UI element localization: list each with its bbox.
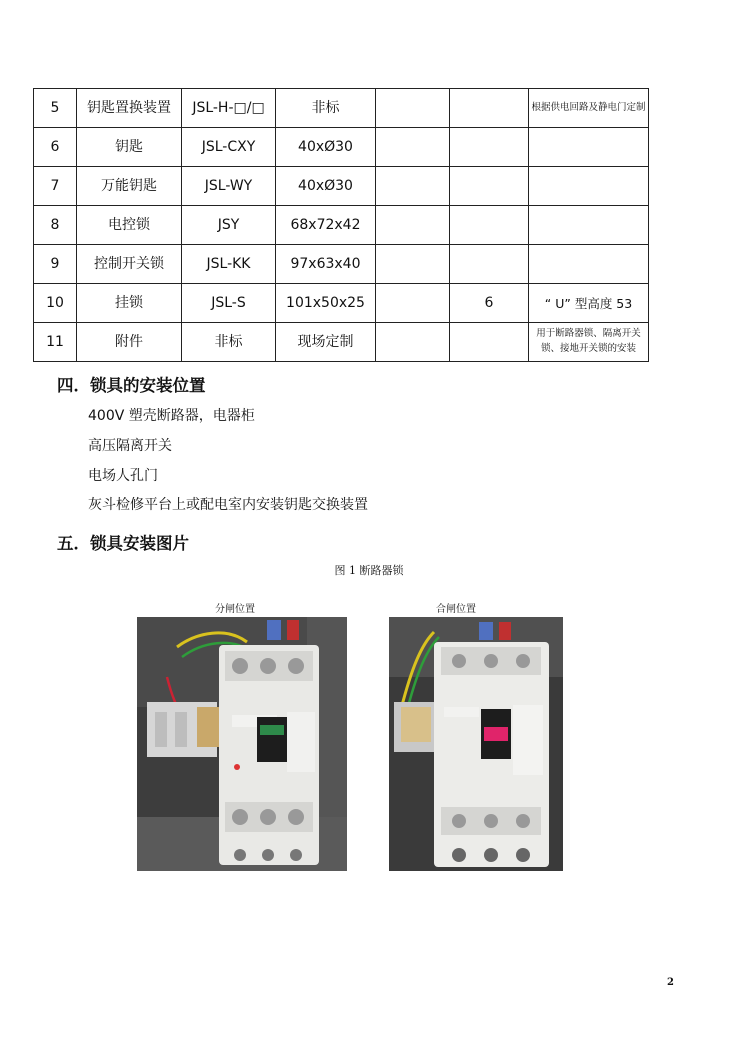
row-col5 [376, 89, 450, 128]
row-model: JSL-WY [182, 167, 276, 206]
row-model: 非标 [182, 323, 276, 362]
row-size: 101x50x25 [276, 284, 376, 323]
install-location-item: 400V 塑壳断路器，电器柜 [88, 408, 255, 424]
row-size: 40xØ30 [276, 167, 376, 206]
row-no: 5 [34, 89, 77, 128]
row-no: 11 [34, 323, 77, 362]
row-col6 [450, 323, 529, 362]
row-model: JSL-S [182, 284, 276, 323]
row-col5 [376, 128, 450, 167]
row-name: 附件 [77, 323, 182, 362]
row-col6 [450, 206, 529, 245]
row-col6 [450, 89, 529, 128]
row-note [529, 167, 649, 206]
row-note: “ U” 型高度 53 [529, 284, 649, 323]
row-col5 [376, 245, 450, 284]
row-no: 7 [34, 167, 77, 206]
breaker-lock-closed-photo [389, 617, 563, 871]
table-row [34, 128, 649, 167]
section-5-heading: 五．锁具安装图片 [57, 534, 189, 553]
row-no: 6 [34, 128, 77, 167]
row-col6 [450, 128, 529, 167]
row-name: 控制开关锁 [77, 245, 182, 284]
table-row [34, 89, 649, 128]
install-location-item: 灰斗检修平台上或配电室内安装钥匙交换装置 [88, 497, 368, 513]
row-name: 电控锁 [77, 206, 182, 245]
table-row [34, 323, 649, 362]
table-row [34, 245, 649, 284]
row-note [529, 128, 649, 167]
row-col5 [376, 323, 450, 362]
row-size: 68x72x42 [276, 206, 376, 245]
install-location-item: 电场人孔门 [88, 468, 158, 484]
breaker-lock-open-photo [137, 617, 347, 871]
page-number: 2 [667, 977, 674, 988]
row-col5 [376, 284, 450, 323]
row-no: 10 [34, 284, 77, 323]
row-no: 8 [34, 206, 77, 245]
table-row [34, 284, 649, 323]
row-note [529, 206, 649, 245]
row-note: 用于断路器锁、隔离开关锁、接地开关锁的安装 [529, 323, 649, 362]
section-4-heading: 四．锁具的安装位置 [57, 376, 206, 395]
row-no: 9 [34, 245, 77, 284]
row-col5 [376, 167, 450, 206]
table-row [34, 167, 649, 206]
row-size: 现场定制 [276, 323, 376, 362]
lock-spec-table [33, 88, 649, 362]
row-name: 挂锁 [77, 284, 182, 323]
row-col6: 6 [450, 284, 529, 323]
row-model: JSL-KK [182, 245, 276, 284]
row-col6 [450, 245, 529, 284]
row-size: 97x63x40 [276, 245, 376, 284]
row-name: 钥匙置换装置 [77, 89, 182, 128]
install-location-item: 高压隔离开关 [88, 438, 172, 454]
row-note [529, 245, 649, 284]
row-model: JSY [182, 206, 276, 245]
row-model: JSL-H-□/□ [182, 89, 276, 128]
row-col5 [376, 206, 450, 245]
row-name: 钥匙 [77, 128, 182, 167]
table-row [34, 206, 649, 245]
row-note: 根据供电回路及静电门定制 [529, 89, 649, 128]
row-size: 非标 [276, 89, 376, 128]
row-col6 [450, 167, 529, 206]
figure-caption: 图 1 断路器锁 [334, 564, 404, 577]
row-model: JSL-CXY [182, 128, 276, 167]
photo-label-closed: 合闸位置 [436, 604, 476, 615]
row-size: 40xØ30 [276, 128, 376, 167]
photo-label-open: 分闸位置 [215, 604, 255, 615]
row-name: 万能钥匙 [77, 167, 182, 206]
